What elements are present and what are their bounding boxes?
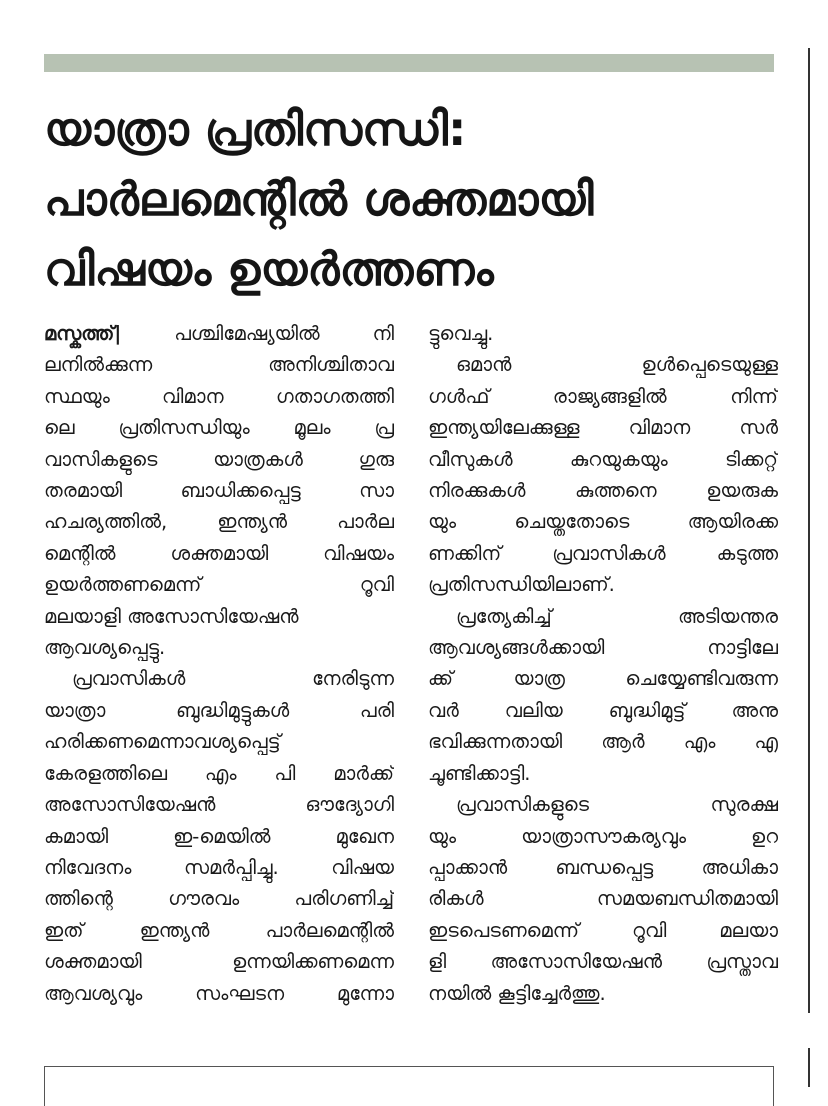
body-line: പ്പാക്കാൻ ബന്ധപ്പെട്ട അധികാ [428,855,778,879]
body-line: നിവേദനം സമർപ്പിച്ചു. വിഷയ [44,855,394,879]
body-line: നിരക്കുകൾ കുത്തനെ ഉയരുക [428,479,778,503]
body-line: കേരളത്തിലെ എം പി മാർക്ക് [44,761,394,785]
body-line: യാത്രാ ബുദ്ധിമുട്ടുകൾ പരി [44,698,394,722]
body-line: വർ വലിയ ബുദ്ധിമുട്ട് അനു [428,698,778,722]
body-line: ഗൾഫ് രാജ്യങ്ങളിൽ നിന്ന് [428,384,778,408]
body-line: ട്ടുവെച്ചു. [428,322,494,345]
column-divider-rule [808,48,810,1013]
body-line: ലനിൽക്കുന്ന അനിശ്ചിതാവ [44,353,394,377]
article-headline [44,94,784,304]
body-line: ഹചര്യത്തിൽ, ഇന്ത്യൻ പാർല [44,510,394,534]
body-line: ഉയർത്തണമെന്ന് റൂവി [44,573,394,597]
body-line: ത്തിന്റെ ഗൗരവം പരിഗണിച്ച് [44,887,394,911]
body-line: രികൾ സമയബന്ധിതമായി [428,887,778,911]
body-line: ണക്കിന് പ്രവാസികൾ കടുത്ത [428,541,778,565]
section-header-bar [44,54,774,72]
body-line: ആവശ്യങ്ങൾക്കായി നാട്ടിലേ [428,636,778,660]
body-line: നയിൽ കൂട്ടിച്ചേർത്തു. [428,981,606,1005]
column-divider-rule-lower [808,1048,810,1087]
body-line: തരമായി ബാധിക്കപ്പെട്ട സാ [44,479,394,503]
dateline: മസ്കത്ത്| [44,322,122,345]
body-line: ഹരിക്കണമെന്നാവശ്യപ്പെട്ട് [44,730,281,754]
body-line: മെന്റിൽ ശക്തമായി വിഷയം [44,541,394,565]
next-article-box [44,1066,774,1106]
body-line: ളി അസോസിയേഷൻ പ്രസ്താവ [428,950,778,974]
body-line: ആവശ്യപ്പെട്ടു. [44,636,166,660]
body-line: യും യാത്രാസൗകര്യവും ഉറ [428,824,778,848]
body-line: ക്ക് യാത്ര ചെയ്യേണ്ടിവരുന്ന [428,667,778,691]
body-line: ഇടപെടണമെന്ന് റൂവി മലയാ [428,918,778,942]
body-line: ചൂണ്ടിക്കാട്ടി. [428,761,531,785]
body-line: ഭവിക്കുന്നതായി ആർ എം എ [428,730,778,754]
body-line: അസോസിയേഷൻ ഔദ്യോഗി [44,793,394,817]
body-line: കമായി ഇ-മെയിൽ മുഖേന [44,824,394,848]
body-line: ഇന്ത്യയിലേക്കുള്ള വിമാന സർ [428,416,778,440]
body-line: മസ്കത്ത്| പശ്ചിമേഷ്യയിൽ നി [44,322,394,345]
body-line: സ്ഥയും വിമാന ഗതാഗതത്തി [44,384,394,408]
headline-line-2: പാർലമെന്റിൽ ശക്തമായി [44,172,594,226]
headline-line-1: യാത്രാ പ്രതിസന്ധി: [44,102,467,156]
body-line: വാസികളുടെ യാത്രകൾ ഗുരു [44,447,394,471]
article-column-right [428,318,778,1009]
body-line: ആവശ്യവും സംഘടന മുന്നോ [44,981,394,1005]
headline-line-3: വിഷയം ഉയർത്തണം [44,242,494,296]
body-line: ശക്തമായി ഉന്നയിക്കണമെന്ന [44,950,394,974]
body-line: ഒമാൻ ഉൾപ്പെടെയുള്ള [456,353,778,377]
body-line: പ്രതിസന്ധിയിലാണ്. [428,573,615,597]
body-line: വീസുകൾ കുറയുകയും ടിക്കറ്റ് [428,447,778,471]
body-line: പ്രവാസികൾ നേരിടുന്ന [72,667,394,691]
body-line: മലയാളി അസോസിയേഷൻ [44,604,299,628]
body-line: പ്രവാസികളുടെ സുരക്ഷ [456,793,778,817]
body-line: പ്രത്യേകിച്ച് അടിയന്തര [456,604,778,628]
body-line: ഇത് ഇന്ത്യൻ പാർലമെന്റിൽ [44,918,394,942]
article-column-left [44,318,394,1009]
body-line: ലെ പ്രതിസന്ധിയും മൂലം പ്ര [44,416,394,440]
body-line: യും ചെയ്തതോടെ ആയിരക്ക [428,510,778,534]
